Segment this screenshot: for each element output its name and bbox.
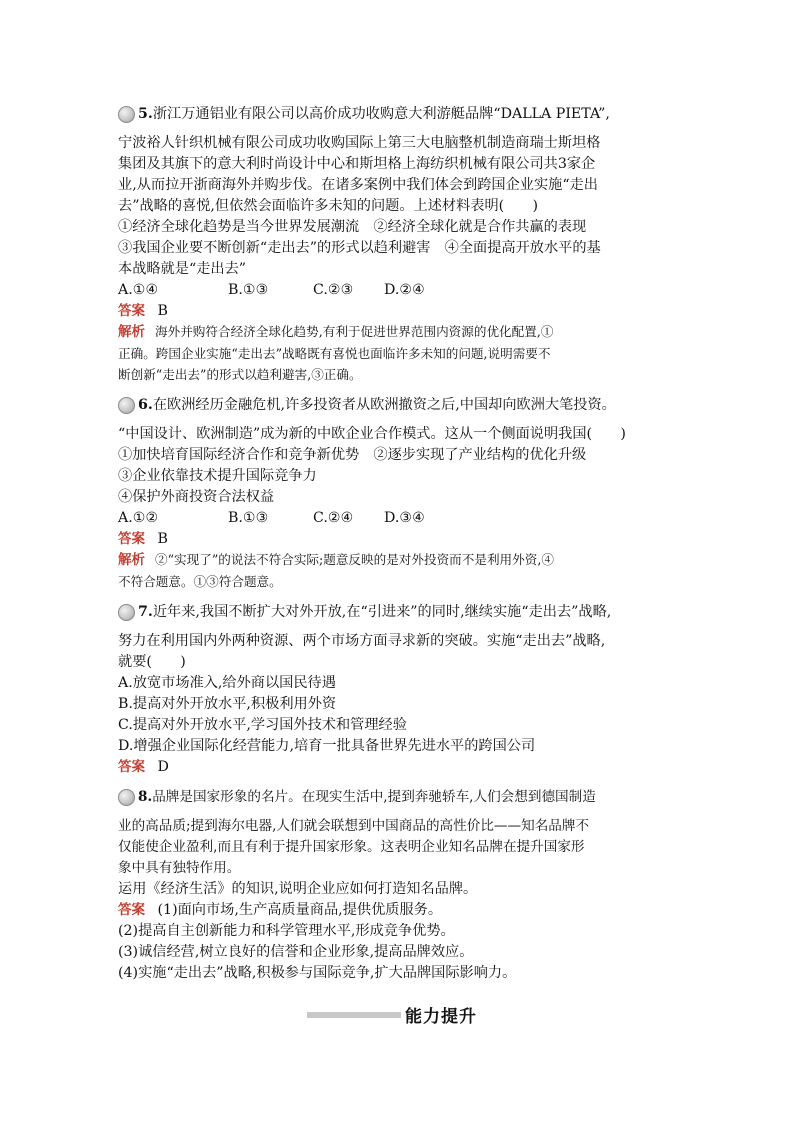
question-8 [118, 787, 678, 984]
option-c: C.②④ [313, 510, 354, 526]
statement-line: ④保护外商投资合法权益 [118, 489, 275, 505]
analysis-block [118, 321, 678, 385]
question-bullet-icon [118, 106, 135, 123]
option-b: B.①③ [228, 282, 269, 298]
answer-label: 答案 [118, 303, 145, 319]
question-stem-line: 品牌是国家形象的名片。在现实生活中,提到奔驰轿车,人们会想到德国制造 [152, 789, 596, 805]
question-task: 运用《经济生活》的知识,说明企业应如何打造知名品牌。 [118, 881, 478, 897]
question-stem-line: 集团及其旗下的意大利时尚设计中心和斯坦格上海纺织机械有限公司共3家企 [118, 156, 596, 172]
option-d: D.增强企业国际化经营能力,培育一批具备世界先进水平的跨国公司 [118, 738, 536, 754]
option-a: A.放宽市场准入,给外商以国民待遇 [118, 675, 336, 691]
question-number: 5. [138, 106, 153, 122]
answer-row [118, 529, 678, 549]
answer-label: 答案 [118, 902, 145, 918]
option-b: B.①③ [228, 510, 269, 526]
question-stem-line: 仅能使企业盈利,而且有利于提升国家形象。这表明企业知名品牌在提升国家形 [118, 839, 585, 855]
answer-value: D [157, 759, 169, 775]
question-5-first-line [118, 104, 678, 125]
options-row [118, 508, 678, 529]
question-number: 8. [138, 789, 153, 805]
answer-label: 答案 [118, 759, 145, 775]
question-stem-line: 在欧洲经历金融危机,许多投资者从欧洲撤资之后,中国却向欧洲大笔投资。 [152, 397, 616, 413]
question-number: 6. [138, 397, 153, 413]
option-a: A.①② [118, 510, 159, 526]
question-stem-line: 业,从而拉开浙商海外并购步伐。在诸多案例中我们体会到跨国企业实施“走出 [118, 177, 598, 193]
question-stem-line: 宁波裕人针织机械有限公司成功收购国际上第三大电脑整机制造商瑞士斯坦格 [118, 135, 601, 151]
options-row [118, 280, 678, 301]
answer-row [118, 900, 678, 921]
question-number: 7. [138, 604, 153, 620]
analysis-block [118, 549, 678, 592]
question-bullet-icon [118, 397, 135, 414]
section-header [307, 1002, 477, 1027]
option-d: D.③④ [384, 510, 425, 526]
question-stem-line: 象中具有独特作用。 [118, 860, 241, 876]
answer-row [118, 301, 678, 321]
option-c: C.提高对外开放水平,学习国外技术和管理经验 [118, 717, 407, 733]
statement-line: ①经济全球化趋势是当今世界发展潮流 ②经济全球化就是合作共赢的表现 [118, 219, 587, 235]
statement-line: ①加快培育国际经济合作和竞争新优势 ②逐步实现了产业结构的优化升级 [118, 447, 587, 463]
question-6 [118, 395, 678, 592]
analysis-line: 断创新“走出去”的形式以趋利避害,③正确。 [118, 367, 362, 382]
question-7-first-line [118, 602, 678, 623]
question-stem-line: 去”战略的喜悦,但依然会面临许多未知的问题。上述材料表明( ) [118, 198, 539, 214]
question-stem-line: 浙江万通铝业有限公司以高价成功收购意大利游艇品牌“DALLA PIETA”, [152, 106, 610, 122]
analysis-first-line [118, 321, 678, 343]
question-6-first-line [118, 395, 678, 416]
question-page [118, 104, 678, 994]
answer-row [118, 757, 678, 777]
answer-point: (1)面向市场,生产高质量商品,提供优质服务。 [157, 902, 443, 918]
answer-point: (2)提高自主创新能力和科学管理水平,形成竞争优势。 [118, 923, 455, 939]
option-c: C.②③ [313, 282, 354, 298]
option-a: A.①④ [118, 282, 159, 298]
statement-line: 本战略就是“走出去” [118, 261, 247, 277]
statement-line: ③企业依靠技术提升国际竞争力 [118, 468, 317, 484]
analysis-line: 不符合题意。①③符合题意。 [118, 574, 282, 589]
answer-point: (4)实施“走出去”战略,积极参与国际竞争,扩大品牌国际影响力。 [118, 965, 517, 981]
question-stem-line: 就要( ) [118, 654, 186, 670]
option-b: B.提高对外开放水平,积极利用外资 [118, 696, 337, 712]
question-stem-line: 近年来,我国不断扩大对外开放,在“引进来”的同时,继续实施“走出去”战略, [152, 604, 612, 620]
analysis-line: 正确。跨国企业实施“走出去”战略既有喜悦也面临许多未知的问题,说明需要不 [118, 346, 551, 361]
section-bar-decoration [307, 1012, 401, 1018]
question-bullet-icon [118, 604, 135, 621]
analysis-label: 解析 [118, 324, 145, 340]
answer-value: B [157, 531, 168, 547]
analysis-label: 解析 [118, 552, 145, 568]
question-8-first-line [118, 787, 678, 808]
question-stem-line: 努力在利用国内外两种资源、两个市场方面寻求新的突破。实施“走出去”战略, [118, 633, 606, 649]
question-7 [118, 602, 678, 777]
answer-value: B [157, 303, 168, 319]
analysis-line: ②“实现了”的说法不符合实际;题意反映的是对外投资而不是利用外资,④ [155, 552, 554, 567]
statement-line: ③我国企业要不断创新“走出去”的形式以趋利避害 ④全面提高开放水平的基 [118, 240, 601, 256]
answer-point: (3)诚信经营,树立良好的信誉和企业形象,提高品牌效应。 [118, 944, 474, 960]
question-stem-line: 业的高品质;提到海尔电器,人们就会联想到中国商品的高性价比——知名品牌不 [118, 818, 590, 834]
answer-label: 答案 [118, 531, 145, 547]
option-d: D.②④ [384, 282, 425, 298]
section-title: 能力提升 [405, 1007, 477, 1027]
question-bullet-icon [118, 789, 135, 806]
analysis-line: 海外并购符合经济全球化趋势,有利于促进世界范围内资源的优化配置,① [155, 324, 554, 339]
question-5 [118, 104, 678, 385]
question-stem-line: “中国设计、欧洲制造”成为新的中欧企业合作模式。这从一个侧面说明我国( ) [118, 426, 626, 442]
analysis-first-line [118, 549, 678, 571]
